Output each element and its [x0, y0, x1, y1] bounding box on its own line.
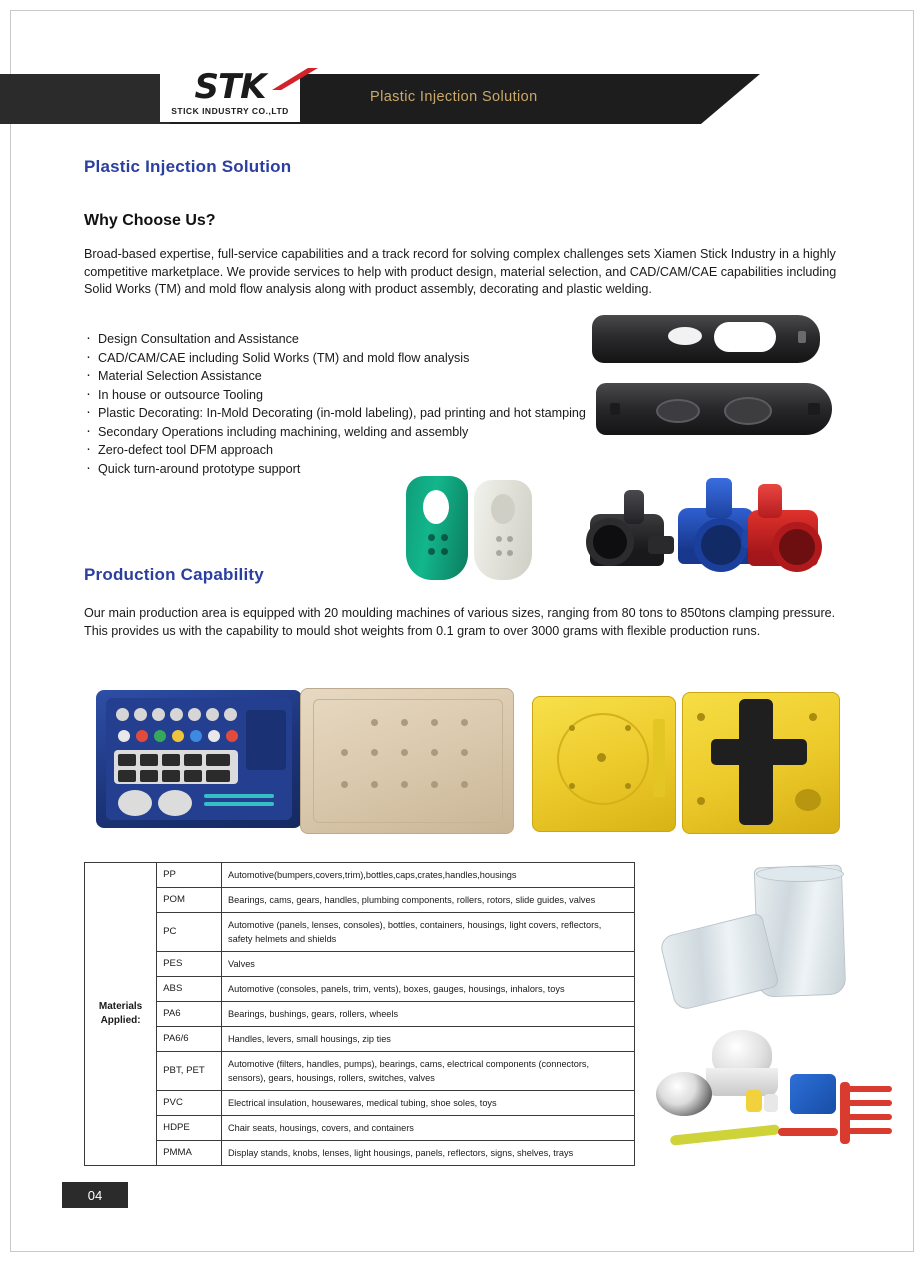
shell-dot	[428, 534, 435, 541]
shell-dot	[441, 534, 448, 541]
material-code: PA6/6	[157, 1027, 222, 1052]
tray-dot	[190, 730, 202, 742]
tray-panel	[246, 710, 286, 770]
lid-inner	[313, 699, 503, 823]
lid-hole	[371, 749, 378, 756]
material-desc: Display stands, knobs, lenses, light housings, panels, reflectors, signs, shelves, trays	[222, 1141, 635, 1166]
cover-hole	[697, 713, 705, 721]
part-white-base	[706, 1068, 778, 1096]
material-code: PBT, PET	[157, 1052, 222, 1091]
cover-hole	[809, 713, 817, 721]
table-row	[85, 1002, 635, 1027]
table-row	[85, 952, 635, 977]
cup-rim	[756, 866, 844, 882]
tray-stripe	[204, 802, 274, 806]
table-row	[85, 1116, 635, 1141]
list-item: · Quick turn-around prototype support	[84, 460, 594, 479]
material-desc: Automotive(bumpers,covers,trim),bottles,caps,crates,handles,housings	[222, 863, 635, 888]
tray-slot	[224, 708, 237, 721]
tray-dot	[154, 730, 166, 742]
header-bar-left	[0, 74, 170, 124]
table-row	[85, 1091, 635, 1116]
base-hole	[569, 783, 575, 789]
part-red-tine	[846, 1128, 892, 1134]
shell-window	[423, 490, 449, 524]
valve-red	[746, 484, 822, 580]
tray-key	[162, 770, 180, 782]
materials-applied-table	[84, 862, 635, 1166]
cover-boss	[795, 789, 821, 811]
tray-dot	[208, 730, 220, 742]
why-choose-bullet-list	[84, 330, 594, 478]
lid-hole	[461, 749, 468, 756]
photo-yellow-black-cover	[682, 692, 840, 834]
lid-hole	[341, 749, 348, 756]
logo-text: STK	[194, 67, 266, 107]
base-hole	[625, 725, 631, 731]
lid-hole	[401, 749, 408, 756]
lid-hole	[431, 719, 438, 726]
part-yellow-chip	[746, 1090, 762, 1112]
page-number: 04	[62, 1182, 128, 1208]
tray-key	[206, 770, 230, 782]
base-hole	[569, 725, 575, 731]
part-red-tine	[846, 1086, 892, 1092]
table-row	[85, 1052, 635, 1091]
part-boss	[656, 399, 700, 423]
cover-black-crossbar	[711, 739, 807, 765]
list-item: · In house or outsource Tooling	[84, 386, 594, 405]
photo-clear-cups	[660, 866, 910, 1026]
logo-subtitle: STICK INDUSTRY CO.,LTD	[171, 106, 289, 116]
part-white-chip	[764, 1094, 778, 1112]
table-row	[85, 1141, 635, 1166]
lid-hole	[461, 781, 468, 788]
material-desc: Automotive (panels, lenses, consoles), bottles, containers, housings, light covers, reflectors, safety helmets and shields	[222, 913, 635, 952]
material-code: ABS	[157, 977, 222, 1002]
lid-hole	[401, 781, 408, 788]
cover-hole	[697, 797, 705, 805]
part-slot	[610, 403, 620, 415]
part-red-tine	[846, 1100, 892, 1106]
header-title: Plastic Injection Solution	[370, 89, 538, 105]
list-item: · Material Selection Assistance	[84, 367, 594, 386]
part-green-lever	[670, 1124, 780, 1145]
tray-key	[184, 770, 202, 782]
photo-green-white-shells	[404, 472, 570, 582]
lid-hole	[341, 719, 348, 726]
part-black-socket	[656, 1072, 712, 1116]
lid-hole	[341, 781, 348, 788]
valve-black	[586, 490, 678, 580]
list-item: · CAD/CAM/CAE including Solid Works (TM) and mold flow analysis	[84, 349, 594, 368]
table-row	[85, 977, 635, 1002]
base-hole	[625, 783, 631, 789]
table-row	[85, 863, 635, 888]
table-row	[85, 913, 635, 952]
part-upper-shell	[592, 315, 820, 363]
tray-dot	[136, 730, 148, 742]
tray-key	[118, 770, 136, 782]
valve-spout	[706, 478, 732, 518]
tray-slot	[188, 708, 201, 721]
material-code: PP	[157, 863, 222, 888]
tray-dot	[226, 730, 238, 742]
photo-blue-organizer-tray	[96, 690, 302, 828]
material-code: PA6	[157, 1002, 222, 1027]
tray-key	[140, 770, 158, 782]
material-code: PC	[157, 913, 222, 952]
page-title: Plastic Injection Solution	[84, 157, 292, 176]
material-desc: Automotive (consoles, panels, trim, vents), boxes, gauges, housings, inhalors, toys	[222, 977, 635, 1002]
part-hole	[668, 327, 702, 345]
lid-hole	[431, 781, 438, 788]
valve-spout	[758, 484, 782, 518]
valve-bore	[586, 518, 634, 566]
materials-row-label	[85, 863, 157, 1166]
shell-dot	[428, 548, 435, 555]
tray-round-recess	[118, 790, 152, 816]
materials-label-line2: Applied:	[100, 1015, 141, 1026]
valve-spout	[624, 490, 644, 524]
material-code: HDPE	[157, 1116, 222, 1141]
company-logo	[160, 64, 300, 122]
lid-hole	[401, 719, 408, 726]
part-tab	[798, 331, 806, 343]
material-desc: Automotive (filters, handles, pumps), bearings, cams, electrical components (connectors, sensors), gears, housings, rollers, switches, valves	[222, 1052, 635, 1091]
tray-dot	[172, 730, 184, 742]
table-row	[85, 888, 635, 913]
part-boss	[724, 397, 772, 425]
valve-bore	[772, 522, 822, 572]
tray-stripe	[204, 794, 274, 798]
photo-black-handle-parts	[592, 315, 852, 455]
tray-key	[162, 754, 180, 766]
photo-beige-lid	[300, 688, 514, 834]
lid-hole	[461, 719, 468, 726]
production-paragraph: Our main production area is equipped with 20 moulding machines of various sizes, ranging from 80 tons to 850tons clamping pressure. This provides us with the capability to mould shot weights from 0.1 gram to over 3000 grams with flexible production runs.	[84, 606, 836, 638]
tray-dot	[118, 730, 130, 742]
part-window	[714, 322, 776, 352]
part-red-rack	[778, 1128, 838, 1136]
material-code: PMMA	[157, 1141, 222, 1166]
list-item: · Zero-defect tool DFM approach	[84, 441, 594, 460]
material-desc: Handles, levers, small housings, zip ties	[222, 1027, 635, 1052]
shell-dot	[441, 548, 448, 555]
why-choose-heading: Why Choose Us?	[84, 212, 216, 229]
part-red-tine	[846, 1114, 892, 1120]
list-item: · Secondary Operations including machining, welding and assembly	[84, 423, 594, 442]
material-code: POM	[157, 888, 222, 913]
base-hole	[597, 753, 606, 762]
tray-round-recess	[158, 790, 192, 816]
table-row	[85, 1027, 635, 1052]
material-code: PES	[157, 952, 222, 977]
shell-window	[491, 494, 515, 524]
shell-green	[406, 476, 468, 580]
part-lower-shell	[596, 383, 832, 435]
material-code: PVC	[157, 1091, 222, 1116]
valve-flange	[648, 536, 674, 554]
shell-dot	[496, 536, 502, 542]
shell-dot	[496, 550, 502, 556]
valve-bore	[694, 518, 748, 572]
tray-key	[118, 754, 136, 766]
photo-valve-bodies	[586, 470, 816, 585]
base-rib	[653, 719, 665, 797]
tray-slot	[206, 708, 219, 721]
photo-assorted-parts	[650, 1030, 912, 1170]
shell-dot	[507, 536, 513, 542]
lid-hole	[431, 749, 438, 756]
material-desc: Chair seats, housings, covers, and containers	[222, 1116, 635, 1141]
material-desc: Electrical insulation, housewares, medical tubing, shoe soles, toys	[222, 1091, 635, 1116]
lid-hole	[371, 781, 378, 788]
tray-key	[184, 754, 202, 766]
production-heading: Production Capability	[84, 565, 264, 584]
tray-key	[140, 754, 158, 766]
material-desc: Bearings, bushings, gears, rollers, wheels	[222, 1002, 635, 1027]
tray-slot	[116, 708, 129, 721]
part-blue-bracket	[790, 1074, 836, 1114]
material-desc: Valves	[222, 952, 635, 977]
list-item: · Plastic Decorating: In-Mold Decorating (in-mold labeling), pad printing and hot stamping	[84, 404, 594, 423]
tray-slot	[134, 708, 147, 721]
materials-label-line1: Materials	[98, 1001, 143, 1012]
lid-hole	[371, 719, 378, 726]
photo-yellow-base	[532, 696, 676, 832]
tray-key	[206, 754, 230, 766]
shell-dot	[507, 550, 513, 556]
cup-lying	[658, 912, 779, 1011]
why-choose-paragraph: Broad-based expertise, full-service capabilities and a track record for solving complex challenges sets Xiamen Stick Industry in a highly competitive marketplace. We provide services to help with product design, material selection, and CAD/CAM/CAE capabilities including Solid Works (TM) and mold flow analysis along with product assembly, decorating and plastic welding.	[84, 247, 837, 296]
list-item: · Design Consultation and Assistance	[84, 330, 594, 349]
shell-white	[474, 480, 532, 580]
tray-slot	[152, 708, 165, 721]
tray-slot	[170, 708, 183, 721]
material-desc: Bearings, cams, gears, handles, plumbing components, rollers, rotors, slide guides, valves	[222, 888, 635, 913]
part-slot	[808, 403, 820, 415]
